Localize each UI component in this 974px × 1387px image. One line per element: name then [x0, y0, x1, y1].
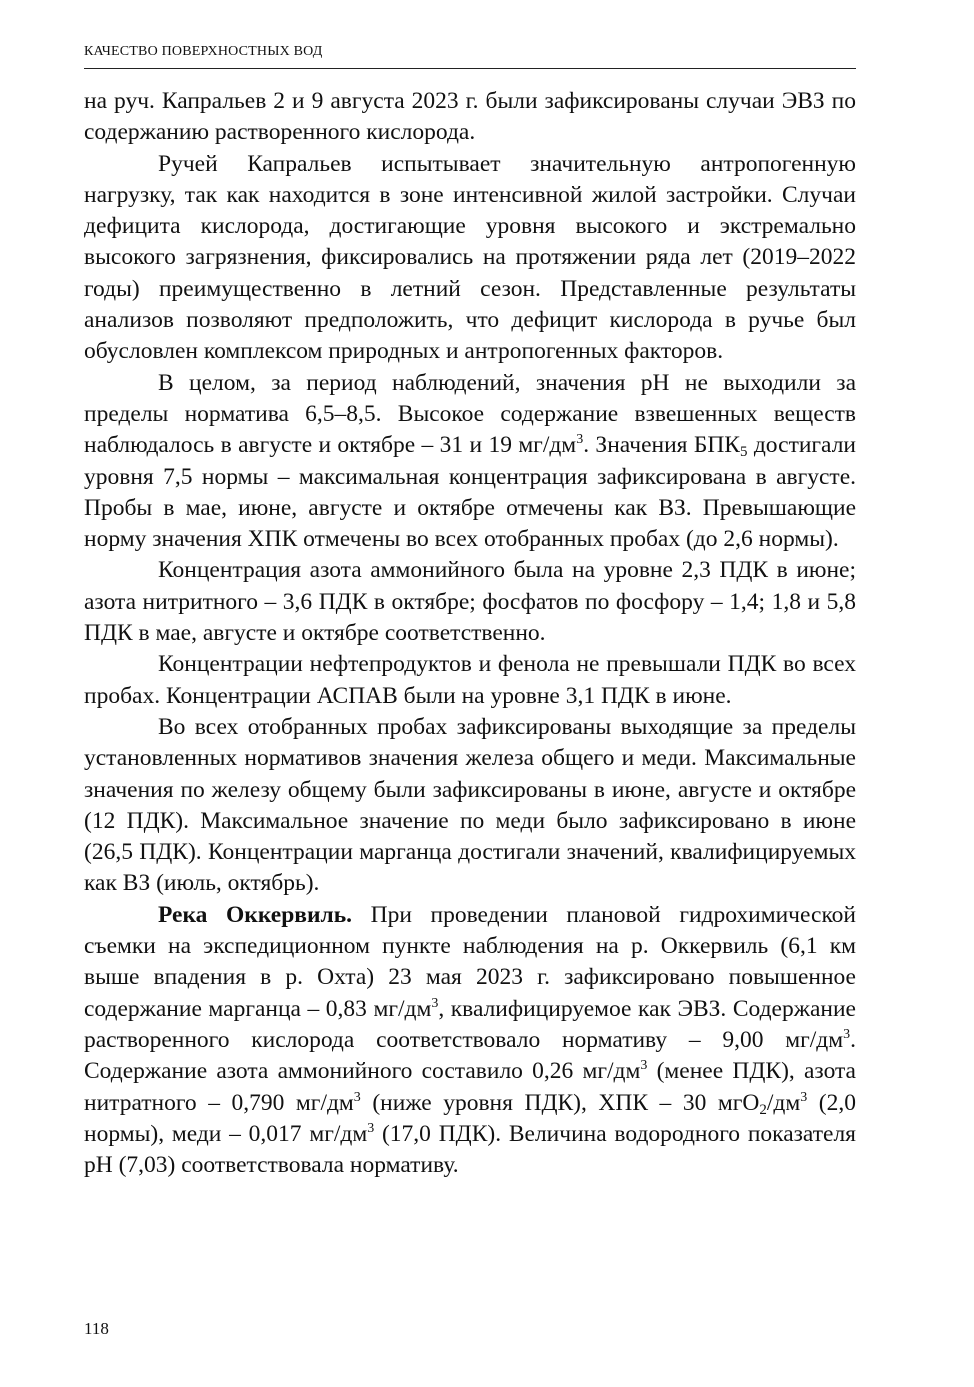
- text-run: В целом, за период наблюдений, значения pH не выходили за пределы норматива 6,5–8,5. Высокое содержание взвешенных веществ наблюдалось в августе и октябре – 31 и 19 мг/дм: [84, 369, 856, 459]
- page-number: 118: [84, 1319, 109, 1338]
- running-header: КАЧЕСТВО ПОВЕРХНОСТНЫХ ВОД: [84, 44, 323, 59]
- text-run: (ниже уровня ПДК), ХПК – 30 мгО: [360, 1089, 760, 1116]
- superscript: 3: [800, 1089, 808, 1105]
- text-run: достигали уровня 7,5 нормы – максимальная концентрация зафиксирована в августе. Пробы в мае, июне, августе и октябре отмечены как ВЗ. Превышающие норму значения ХПК отмечены во всех отобранных пробах (до 2,6 нормы).: [84, 432, 856, 553]
- superscript: 3: [353, 1089, 361, 1105]
- paragraph-iron-copper: Во всех отобранных пробах зафиксированы выходящие за пределы установленных нормативов значения железа общего и меди. Максимальные значения по железу общему были зафиксированы в июне, августе и октябре (12 ПДК). Максимальное значение по меди было зафиксировано в июне (26,5 ПДК). Концентрации марганца достигали значений, квалифицируемых как ВЗ (июль, октябрь).: [84, 713, 856, 897]
- superscript: 3: [640, 1058, 648, 1074]
- superscript: 3: [843, 1026, 851, 1042]
- paragraph-continuation: на руч. Капральев 2 и 9 августа 2023 г. были зафиксированы случаи ЭВЗ по содержанию растворенного кислорода.: [84, 88, 856, 146]
- text-run: , квалифицируемое как ЭВЗ. Содержание растворенного кислорода соответствовало нормативу – 9,00 мг/дм: [84, 995, 856, 1053]
- header-rule: [84, 68, 856, 69]
- page-body: [84, 86, 856, 1181]
- text-run: (17,0 ПДК). Величина водородного показателя pH (7,03) соответствовала нормативу.: [84, 1120, 856, 1179]
- text-run: (2,0 нормы), меди – 0,017 мг/дм: [84, 1089, 856, 1147]
- superscript: 3: [367, 1120, 375, 1136]
- subscript: 2: [759, 1101, 767, 1118]
- text-run: (менее ПДК), азота нитратного – 0,790 мг/дм: [84, 1058, 856, 1116]
- paragraph-okkervil: [84, 900, 856, 1182]
- paragraph-kapralyev-load: Ручей Капральев испытывает значительную антропогенную нагрузку, так как находится в зоне интенсивной жилой застройки. Случаи дефицита кислорода, достигающие уровня высокого и экстремально высокого загрязнения, фиксировались на протяжении ряда лет (2019–2022 годы) преимущественно в летний сезон. Представленные результаты анализов позволяют предположить, что дефицит кислорода в ручье был обусловлен комплексом природных и антропогенных факторов.: [84, 150, 856, 365]
- section-heading-okkervil: Река Оккервиль.: [158, 901, 353, 928]
- text-run: /дм: [766, 1089, 801, 1116]
- paragraph-nitrogen-phosphates: Концентрация азота аммонийного была на уровне 2,3 ПДК в июне; азота нитритного – 3,6 ПДК в октябре; фосфатов по фосфору – 1,4; 1,8 и 5,8 ПДК в мае, августе и октябре соответственно.: [84, 557, 856, 647]
- text-run: . Значения БПК: [583, 432, 740, 459]
- paragraph-ph-suspended: [84, 368, 856, 556]
- subscript: 5: [739, 444, 748, 461]
- text-run: . Содержание азота аммонийного составило 0,26 мг/дм: [84, 1026, 856, 1085]
- superscript: 3: [431, 995, 439, 1011]
- paragraph-oil-phenol: Концентрации нефтепродуктов и фенола не превышали ПДК во всех пробах. Концентрации АСПАВ были на уровне 3,1 ПДК в июне.: [84, 651, 856, 709]
- text-run: При проведении плановой гидрохимической съемки на экспедиционном пункте наблюдения на р. Оккервиль (6,1 км выше впадения в р. Охта) 23 мая 2023 г. зафиксировано повышенное содержание марганца – 0,83 мг/дм: [84, 901, 856, 1022]
- superscript: 3: [576, 432, 584, 448]
